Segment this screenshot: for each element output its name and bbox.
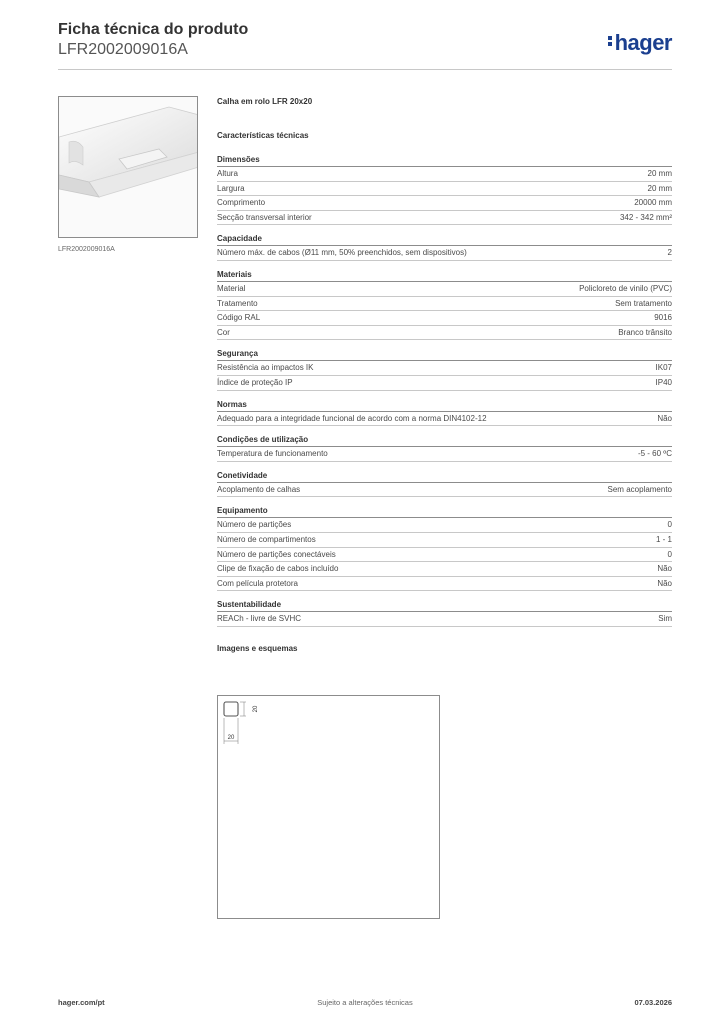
spec-row [217,282,672,297]
spec-row [217,326,672,341]
spec-row [217,412,672,427]
spec-label: Número máx. de cabos (Ø11 mm, 50% preenchidos, sem dispositivos) [217,248,467,258]
section-title: Segurança [217,348,672,361]
spec-label: Código RAL [217,313,261,323]
section-title: Sustentabilidade [217,599,672,612]
spec-value: IP40 [655,377,672,387]
spec-row [217,196,672,211]
spec-value: Não [657,578,672,588]
page-title: Ficha técnica do produto [58,21,249,38]
spec-value: 9016 [654,313,672,323]
spec-label: Número de partições conectáveis [217,549,336,559]
spec-row [217,562,672,577]
spec-section [217,434,672,462]
spec-row [217,167,672,182]
spec-value: 20 mm [647,169,672,178]
cross-section-icon [218,696,439,918]
spec-row [217,577,672,592]
spec-row [217,548,672,563]
spec-value: 2 [667,248,672,258]
spec-row [217,376,672,391]
spec-section [217,269,672,340]
spec-row [217,246,672,261]
spec-label: Comprimento [217,198,266,208]
product-reference: LFR2002009016A [58,41,188,58]
spec-row [217,361,672,376]
spec-label: Tratamento [217,298,258,308]
spec-label: Adequado para a integridade funcional de acordo com a norma DIN4102-12 [217,413,487,423]
spec-value: Sem acoplamento [607,484,672,494]
cable-trunking-icon [59,97,198,238]
spec-value: IK07 [655,363,672,373]
spec-content [217,96,672,655]
spec-label: Altura [217,169,238,178]
dimension-drawing [217,695,440,919]
spec-value: Sim [658,614,672,624]
section-title: Equipamento [217,505,672,518]
spec-label: Com película protetora [217,578,298,588]
section-title: Dimensões [217,154,672,167]
spec-label: REACh - livre de SVHC [217,614,302,624]
images-heading: Imagens e esquemas [217,643,298,653]
product-photo [58,96,198,238]
spec-value: Branco trânsito [618,327,672,337]
spec-label: Acoplamento de calhas [217,484,301,494]
spec-label: Largura [217,183,245,193]
header-divider [58,69,672,70]
spec-label: Material [217,283,246,293]
spec-label: Cor [217,327,230,337]
spec-section [217,505,672,591]
spec-row [217,533,672,548]
spec-value: 20000 mm [634,198,672,208]
footer-website-link[interactable]: hager.com/pt [58,998,105,1007]
spec-section [217,233,672,261]
spec-section [217,470,672,498]
spec-value: 20 mm [647,183,672,193]
spec-value: -5 - 60 ºC [637,449,672,459]
spec-label: Temperatura de funcionamento [217,449,328,459]
product-name: Calha em rolo LFR 20x20 [217,97,313,106]
section-title: Materiais [217,269,672,282]
section-title: Condições de utilização [217,434,672,447]
spec-section [217,154,672,225]
section-title: Conetividade [217,470,672,483]
spec-row [217,612,672,627]
spec-section [217,348,672,390]
spec-row [217,182,672,197]
spec-label: Número de partições [217,520,292,530]
spec-value: 1 - 1 [655,534,672,544]
logo-text: hager [614,30,672,55]
spec-value: 0 [667,549,672,559]
page-header [58,20,672,70]
height-dimension-label: 20 [253,705,259,713]
spec-label: Secção transversal interior [217,212,312,222]
spec-row [217,311,672,326]
spec-value: 0 [667,520,672,530]
spec-row [217,518,672,533]
spec-value: Sem tratamento [615,298,672,308]
spec-row [217,447,672,462]
spec-row [217,483,672,498]
spec-value: Não [657,413,672,423]
spec-row [217,211,672,226]
logo-dots-icon [608,34,613,48]
spec-label: Número de compartimentos [217,534,316,544]
spec-label: Clipe de fixação de cabos incluído [217,564,339,574]
spec-section [217,399,672,427]
photo-caption: LFR2002009016A [58,246,115,253]
tech-specs-heading: Características técnicas [217,131,309,140]
footer-date: 07.03.2026 [634,998,672,1007]
section-title: Capacidade [217,233,672,246]
footer-disclaimer: Sujeito a alterações técnicas [317,998,413,1007]
spec-label: Índice de proteção IP [217,377,293,387]
width-dimension-label: 20 [227,735,235,741]
spec-value: Não [657,564,672,574]
spec-sections [217,154,672,627]
spec-row [217,297,672,312]
hager-logo [608,30,672,56]
spec-label: Resistência ao impactos IK [217,363,314,373]
section-title: Normas [217,399,672,412]
spec-value: Policloreto de vinilo (PVC) [579,283,672,293]
spec-value: 342 - 342 mm² [619,212,672,222]
spec-section [217,599,672,627]
